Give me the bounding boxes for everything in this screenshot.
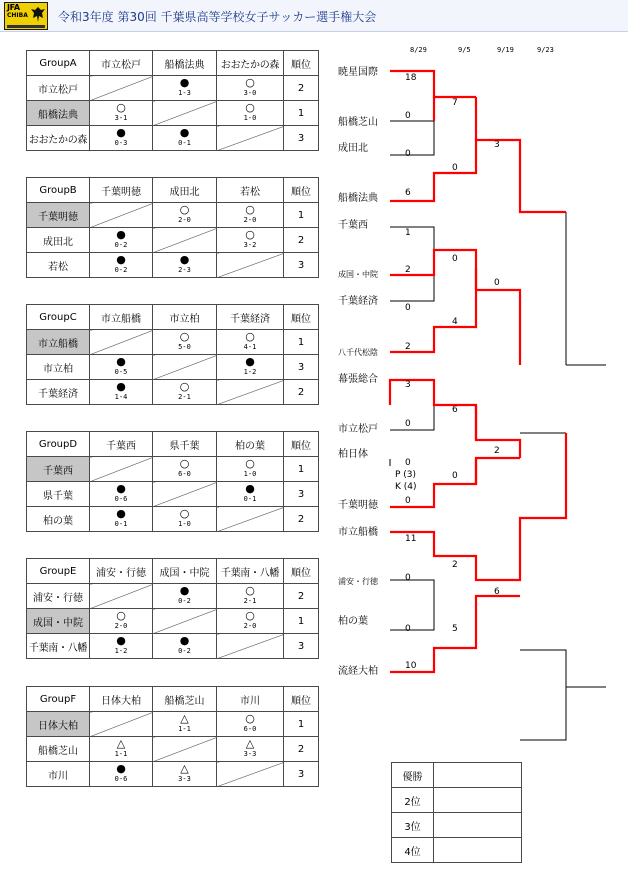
match-score: 0-6 [114,775,128,783]
result-row [392,838,522,863]
match-score: 4-1 [243,343,257,351]
column-team-name: 日体大柏 [90,687,153,712]
match-score: 1-4 [114,393,128,401]
rank-header: 順位 [284,51,319,76]
result-symbol: ● [245,355,255,368]
result-value [434,838,522,863]
match-score: 6-0 [243,725,257,733]
round2-score: 0 [452,163,458,173]
result-symbol: ○ [245,228,255,241]
result-symbol: △ [180,712,189,725]
rank-value: 3 [284,482,319,507]
round2-score: 6 [452,405,458,415]
result-symbol: ○ [116,609,126,622]
round3-score: 0 [494,278,500,288]
result-symbol: △ [245,737,255,750]
match-score: 5-0 [178,343,191,351]
round1-score: 0 [405,111,411,121]
match-score: 2-1 [178,393,191,401]
rank-value: 3 [284,253,319,278]
row-team-name: 市立船橋 [27,330,90,355]
round1-score: 18 [405,73,417,83]
round1-score: 11 [405,534,417,544]
rank-value: 2 [284,380,319,405]
round3-score: 6 [494,587,500,597]
bracket-lines-red [390,71,566,672]
rank-header: 順位 [284,305,319,330]
bracket-team: 八千代松陰 [338,348,378,357]
round1-score: 0 [405,573,411,583]
rank-value: 1 [284,330,319,355]
match-score: 1-3 [178,89,191,97]
result-symbol: ○ [245,457,255,470]
bracket-team: 船橋法典 [338,193,378,204]
group-name: GroupB [27,178,90,203]
rank-value: 3 [284,126,319,151]
bracket-team: 成国・中院 [338,270,378,279]
result-symbol: ○ [245,203,255,216]
result-label: 2位 [392,788,434,813]
match-score: 0-3 [114,139,128,147]
round1-score: 6 [405,188,411,198]
rank-header: 順位 [284,432,319,457]
pk-line2: K (4) [395,482,417,492]
result-symbol: ○ [179,380,190,393]
bracket-team: 市立松戸 [338,424,378,435]
column-team-name: 千葉明徳 [90,178,153,203]
result-row [392,813,522,838]
column-team-name: 船橋法典 [153,51,217,76]
round1-score: 10 [405,661,417,671]
result-symbol: △ [116,737,126,750]
match-score: 0-2 [178,647,191,655]
match-score: 3-3 [243,750,257,758]
final-results-table [391,762,522,863]
column-team-name: 千葉西 [90,432,153,457]
row-team-name: 船橋法典 [27,101,90,126]
bracket-team: 暁星国際 [338,67,378,78]
row-team-name: おおたかの森 [27,126,90,151]
row-team-name: 千葉経済 [27,380,90,405]
result-symbol: ● [179,126,190,139]
group-name: GroupF [27,687,90,712]
column-team-name: 市川 [217,687,284,712]
round2-score: 7 [452,98,458,108]
result-label: 4位 [392,838,434,863]
round1-score: 0 [405,496,411,506]
column-team-name: 成田北 [153,178,217,203]
row-team-name: 成国・中院 [27,609,90,634]
rank-value: 1 [284,457,319,482]
logo-text-jfa: JFA [7,3,20,12]
column-team-name: 成国・中院 [153,559,217,584]
round-date: 9/5 [458,46,471,54]
rank-value: 1 [284,712,319,737]
column-team-name: おおたかの森 [217,51,284,76]
result-row [392,763,522,788]
result-symbol: ○ [245,712,255,725]
row-team-name: 千葉南・八幡 [27,634,90,659]
result-symbol: ○ [245,330,255,343]
row-team-name: 成田北 [27,228,90,253]
round3-score: 2 [494,446,500,456]
row-team-name: 柏の葉 [27,507,90,532]
round-date: 9/23 [537,46,554,54]
rank-value: 1 [284,609,319,634]
match-score: 2-0 [243,622,257,630]
match-score: 2-0 [178,216,191,224]
column-team-name: 千葉経済 [217,305,284,330]
match-score: 1-2 [114,647,128,655]
round2-score: 2 [452,560,458,570]
result-symbol: ● [179,634,190,647]
result-symbol: ● [179,76,190,89]
group-name: GroupD [27,432,90,457]
bracket-team: 浦安・行徳 [338,577,378,586]
rank-value: 3 [284,634,319,659]
round2-score: 0 [452,471,458,481]
match-score: 3-0 [243,89,257,97]
result-symbol: ● [116,762,126,775]
round2-score: 4 [452,317,458,327]
column-team-name: 市立松戸 [90,51,153,76]
rank-value: 1 [284,203,319,228]
row-team-name: 船橋芝山 [27,737,90,762]
row-team-name: 市川 [27,762,90,787]
match-score: 2-3 [178,266,191,274]
column-team-name: 県千葉 [153,432,217,457]
result-symbol: ● [116,355,126,368]
group-name: GroupC [27,305,90,330]
column-team-name: 市立船橋 [90,305,153,330]
round1-score: 3 [405,380,411,390]
round-date: 9/19 [497,46,514,54]
result-symbol: ○ [245,101,255,114]
match-score: 1-0 [243,470,257,478]
column-team-name: 柏の葉 [217,432,284,457]
rank-value: 3 [284,762,319,787]
match-score: 6-0 [178,470,191,478]
bracket-team: 千葉西 [338,220,368,231]
round3-score: 3 [494,140,500,150]
round1-score: 0 [405,303,411,313]
group-name: GroupE [27,559,90,584]
bracket-team: 幕張総合 [338,374,378,385]
match-score: 3-2 [243,241,257,249]
row-team-name: 浦安・行徳 [27,584,90,609]
result-symbol: ○ [245,609,255,622]
round1-score: 2 [405,342,411,352]
match-score: 0-1 [178,139,191,147]
result-label: 3位 [392,813,434,838]
result-symbol: ● [179,584,190,597]
rank-value: 3 [284,355,319,380]
match-score: 2-1 [243,597,257,605]
bracket-team: 船橋芝山 [338,117,378,128]
match-score: 0-1 [243,495,257,503]
result-symbol: ● [116,482,126,495]
bracket-team: 流経大柏 [338,666,378,677]
match-score: 0-2 [178,597,191,605]
logo-text-chiba: CHIBA [7,12,28,19]
bracket-team: 千葉経済 [338,296,378,307]
match-score: 0-2 [114,241,128,249]
result-symbol: ● [116,253,126,266]
match-score: 1-1 [178,725,191,733]
bracket-team: 成田北 [338,143,368,154]
rank-value: 2 [284,584,319,609]
column-team-name: 市立柏 [153,305,217,330]
result-symbol: ○ [116,101,126,114]
row-team-name: 市立松戸 [27,76,90,101]
result-symbol: ○ [179,330,190,343]
row-team-name: 千葉明徳 [27,203,90,228]
round1-score: 0 [405,458,411,468]
match-score: 0-2 [114,266,128,274]
column-team-name: 浦安・行徳 [90,559,153,584]
round1-score: 0 [405,624,411,634]
row-team-name: 県千葉 [27,482,90,507]
result-symbol: ● [116,126,126,139]
round1-score: 2 [405,265,411,275]
pk-line1: P (3) [395,470,417,480]
result-symbol: ● [116,507,126,520]
result-symbol: ● [179,253,190,266]
bracket-team: 柏の葉 [338,616,368,627]
result-value [434,763,522,788]
rank-value: 2 [284,737,319,762]
row-team-name: 若松 [27,253,90,278]
match-score: 2-0 [114,622,128,630]
bracket-team: 市立船橋 [338,527,378,538]
result-symbol: ○ [179,203,190,216]
column-team-name: 千葉南・八幡 [217,559,284,584]
row-team-name: 千葉西 [27,457,90,482]
round2-score: 5 [452,624,458,634]
rank-header: 順位 [284,687,319,712]
rank-header: 順位 [284,559,319,584]
result-symbol: ○ [179,507,190,520]
result-symbol: ○ [245,584,255,597]
result-row [392,788,522,813]
match-score: 3-3 [178,775,191,783]
round-date: 8/29 [410,46,427,54]
result-symbol: ○ [179,457,190,470]
result-label: 優勝 [392,763,434,788]
bracket-team: 柏日体 [338,449,368,460]
round1-score: 0 [405,149,411,159]
rank-header: 順位 [284,178,319,203]
rank-value: 2 [284,507,319,532]
column-team-name: 若松 [217,178,284,203]
group-name: GroupA [27,51,90,76]
rank-value: 2 [284,228,319,253]
match-score: 1-2 [243,368,257,376]
match-score: 1-0 [178,520,191,528]
match-score: 1-1 [114,750,128,758]
rank-value: 2 [284,76,319,101]
round2-score: 0 [452,254,458,264]
result-symbol: △ [180,762,189,775]
match-score: 2-0 [243,216,257,224]
rank-value: 1 [284,101,319,126]
match-score: 1-0 [243,114,257,122]
result-symbol: ● [116,380,126,393]
page-title: 令和3年度 第30回 千葉県高等学校女子サッカー選手権大会 [58,10,377,24]
result-symbol: ● [116,228,126,241]
row-team-name: 日体大柏 [27,712,90,737]
match-score: 0-5 [114,368,128,376]
round1-score: 1 [405,228,411,238]
row-team-name: 市立柏 [27,355,90,380]
result-symbol: ● [245,482,255,495]
result-symbol: ● [116,634,126,647]
match-score: 0-6 [114,495,128,503]
result-value [434,788,522,813]
round1-score: 0 [405,419,411,429]
result-value [434,813,522,838]
match-score: 3-1 [114,114,128,122]
column-team-name: 船橋芝山 [153,687,217,712]
bracket-lines-black [390,121,606,740]
match-score: 0-1 [114,520,128,528]
result-symbol: ○ [245,76,255,89]
bracket-team: 千葉明徳 [338,500,378,511]
